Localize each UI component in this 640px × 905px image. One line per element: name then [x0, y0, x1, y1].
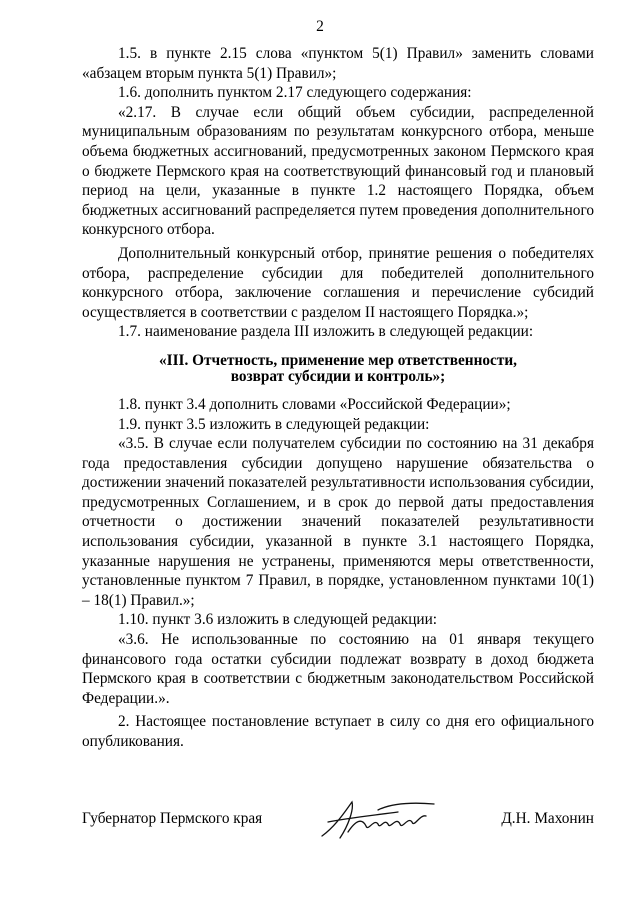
paragraph-1-9: 1.9. пункт 3.5 изложить в следующей редакции:	[118, 415, 430, 433]
paragraph-2-17: «2.17. В случае если общий объем субсидии, распределенной муниципальным образованиям по результатам конкурсного отбора, меньше объема бюджетных ассигнований, предусмотренных законом Пермского края о бюджете Пермского края на соответствующий финансовый год и плановый период на цели, указанные в пункте 1.2 настоящего Порядка, объем бюджетных ассигнований распределяется путем проведения дополнительного конкурсного отбора.	[82, 103, 594, 239]
page-number: 2	[316, 18, 324, 35]
section-heading-line-1: «III. Отчетность, применение мер ответственности,	[158, 351, 517, 369]
paragraph-1-7: 1.7. наименование раздела III изложить в следующей редакции:	[118, 323, 534, 341]
paragraph-3-6: «3.6. Не использованные по состоянию на 01 января текущего финансового года остатки субсидии подлежат возврату в доход бюджета Пермского края в соответствии с бюджетным законодательством Российской Федерации.».	[82, 631, 594, 707]
paragraph-1-10: 1.10. пункт 3.6 изложить в следующей редакции:	[118, 611, 438, 629]
paragraph-1-6: 1.6. дополнить пунктом 2.17 следующего содержания:	[118, 84, 472, 102]
document-body	[82, 44, 594, 752]
signature-block	[82, 806, 594, 846]
paragraph-additional-selection: Дополнительный конкурсный отбор, принятие решения о победителях отбора, распределение субсидии для победителей дополнительного конкурсного отбора, заключение соглашения и перечисление субсидий осуществляется в соответствии с разделом II настоящего Порядка.»;	[82, 244, 594, 321]
paragraph-1-5: 1.5. в пункте 2.15 слова «пунктом 5(1) Правил» заменить словами «абзацем вторым пункта 5(1) Правил»;	[82, 45, 594, 82]
section-heading	[82, 353, 594, 385]
section-heading-line-2: возврат субсидии и контроль»;	[230, 367, 446, 385]
paragraph-2-effective: 2. Настоящее постановление вступает в силу со дня его официального опубликования.	[82, 713, 594, 750]
signatory-title: Губернатор Пермского края	[82, 810, 263, 827]
paragraph-1-8: 1.8. пункт 3.4 дополнить словами «Российской Федерации»;	[118, 395, 511, 413]
handwritten-signature	[318, 796, 438, 844]
signatory-name: Д.Н. Махонин	[501, 810, 594, 827]
paragraph-3-5: «3.5. В случае если получателем субсидии по состоянию на 31 декабря года предоставления субсидии допущено нарушение обязательства о достижении значений показателей результативности использования субсидии, предусмотренных Соглашением, и в срок до первой даты предоставления отчетности о достижении значений показателей результативности использования субсидии, указанной в пункте 3.1 настоящего Порядка, указанные нарушения не устранены, применяются меры ответственности, установленные пунктом 7 Правил, в порядке, установленном пунктами 10(1) – 18(1) Правил.»;	[82, 435, 594, 609]
